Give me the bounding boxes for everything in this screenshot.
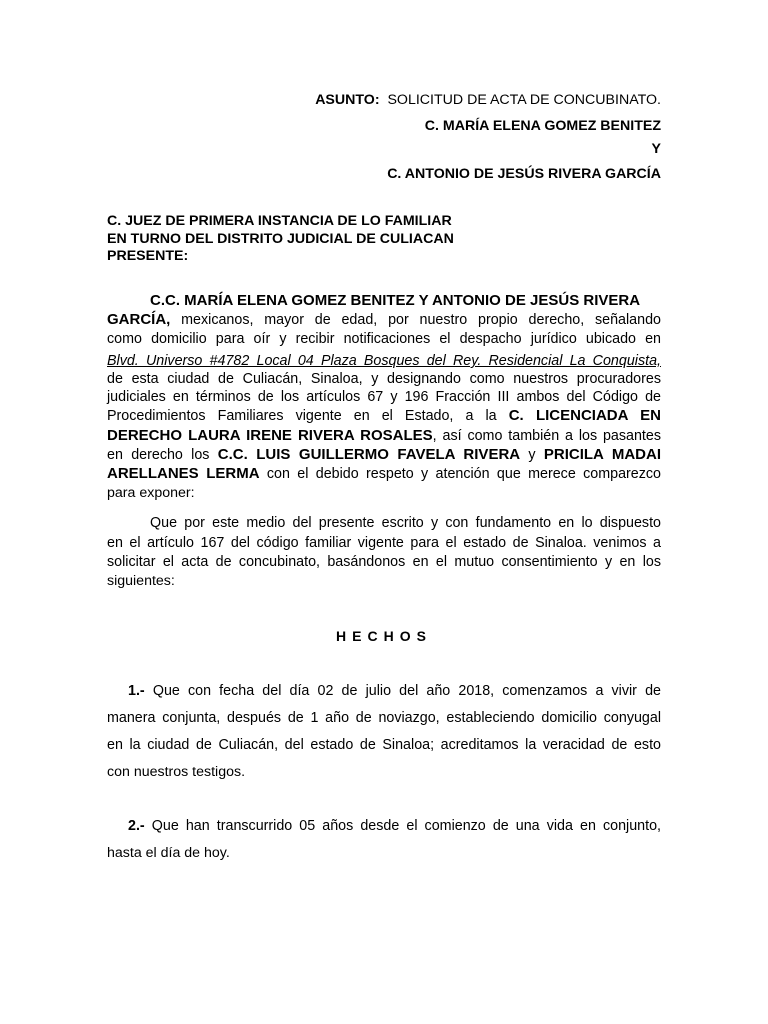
fact-1-line-3: en la ciudad de Culiacán, del estado de Sinaloa; acreditamos la veracidad de esto	[107, 737, 661, 753]
party-1: C. MARÍA ELENA GOMEZ BENITEZ	[424, 118, 661, 134]
fact-2-line-1: 2.- Que han transcurrido 05 años desde el comienzo de una vida en conjunto,	[128, 818, 661, 834]
addressee-line-1: C. JUEZ DE PRIMERA INSTANCIA DE LO FAMILIAR	[107, 213, 452, 229]
party-conjunction: Y	[651, 141, 661, 157]
fact-1-line-2: manera conjunta, después de 1 año de noviazgo, estableciendo domicilio conyugal	[107, 710, 661, 726]
intro-line-8: DERECHO LAURA IRENE RIVERA ROSALES, así como también a los pasantes	[107, 427, 661, 444]
subject-label: ASUNTO:	[315, 92, 380, 108]
intro-line-1: C.C. MARÍA ELENA GOMEZ BENITEZ Y ANTONIO DE JESÚS RIVERA	[150, 292, 641, 309]
purpose-line-2: en el artículo 167 del código familiar vigente para el estado de Sinaloa. venimos a	[107, 535, 661, 551]
intro-line-5: de esta ciudad de Culiacán, Sinaloa, y designando como nuestros procuradores	[107, 371, 661, 387]
intro-line-7: Procedimientos Familiares vigente en el Estado, a la C. LICENCIADA EN	[107, 407, 661, 424]
intro-line-10: ARELLANES LERMA con el debido respeto y atención que merece comparezco	[107, 465, 661, 482]
fact-1-line-1: 1.- Que con fecha del día 02 de julio del año 2018, comenzamos a vivir de	[128, 683, 661, 699]
intro-line-6: judiciales en términos de los artículos 67 y 196 Fracción III ambos del Código de	[107, 389, 661, 405]
fact-1-line-4: con nuestros testigos.	[107, 764, 246, 780]
addressee-line-2: EN TURNO DEL DISTRITO JUDICIAL DE CULIACAN	[107, 231, 454, 247]
fact-2-line-2: hasta el día de hoy.	[107, 845, 230, 861]
intro-address: Blvd. Universo #4782 Local 04 Plaza Bosques del Rey. Residencial La Conquista,	[107, 353, 661, 369]
fact-2-number: 2.-	[128, 818, 145, 834]
subject-text: SOLICITUD DE ACTA DE CONCUBINATO.	[387, 92, 661, 108]
purpose-line-1: Que por este medio del presente escrito y con fundamento en lo dispuesto	[150, 515, 661, 531]
addressee-line-3: PRESENTE:	[107, 248, 189, 264]
subject-line	[315, 91, 661, 109]
fact-1-number: 1.-	[128, 683, 145, 699]
section-heading: HECHOS	[336, 628, 432, 644]
intro-line-3: como domicilio para oír y recibir notificaciones el despacho jurídico ubicado en	[107, 331, 661, 347]
purpose-line-3: solicitar el acta de concubinato, basándonos en el mutuo consentimiento y en los	[107, 554, 661, 570]
intro-line-2: GARCÍA, mexicanos, mayor de edad, por nuestro propio derecho, señalando	[107, 311, 661, 328]
purpose-line-4: siguientes:	[107, 573, 175, 589]
intro-line-11: para exponer:	[107, 485, 195, 501]
party-2: C. ANTONIO DE JESÚS RIVERA GARCÍA	[387, 166, 661, 182]
intro-line-9: en derecho los C.C. LUIS GUILLERMO FAVELA RIVERA y PRICILA MADAI	[107, 446, 661, 463]
